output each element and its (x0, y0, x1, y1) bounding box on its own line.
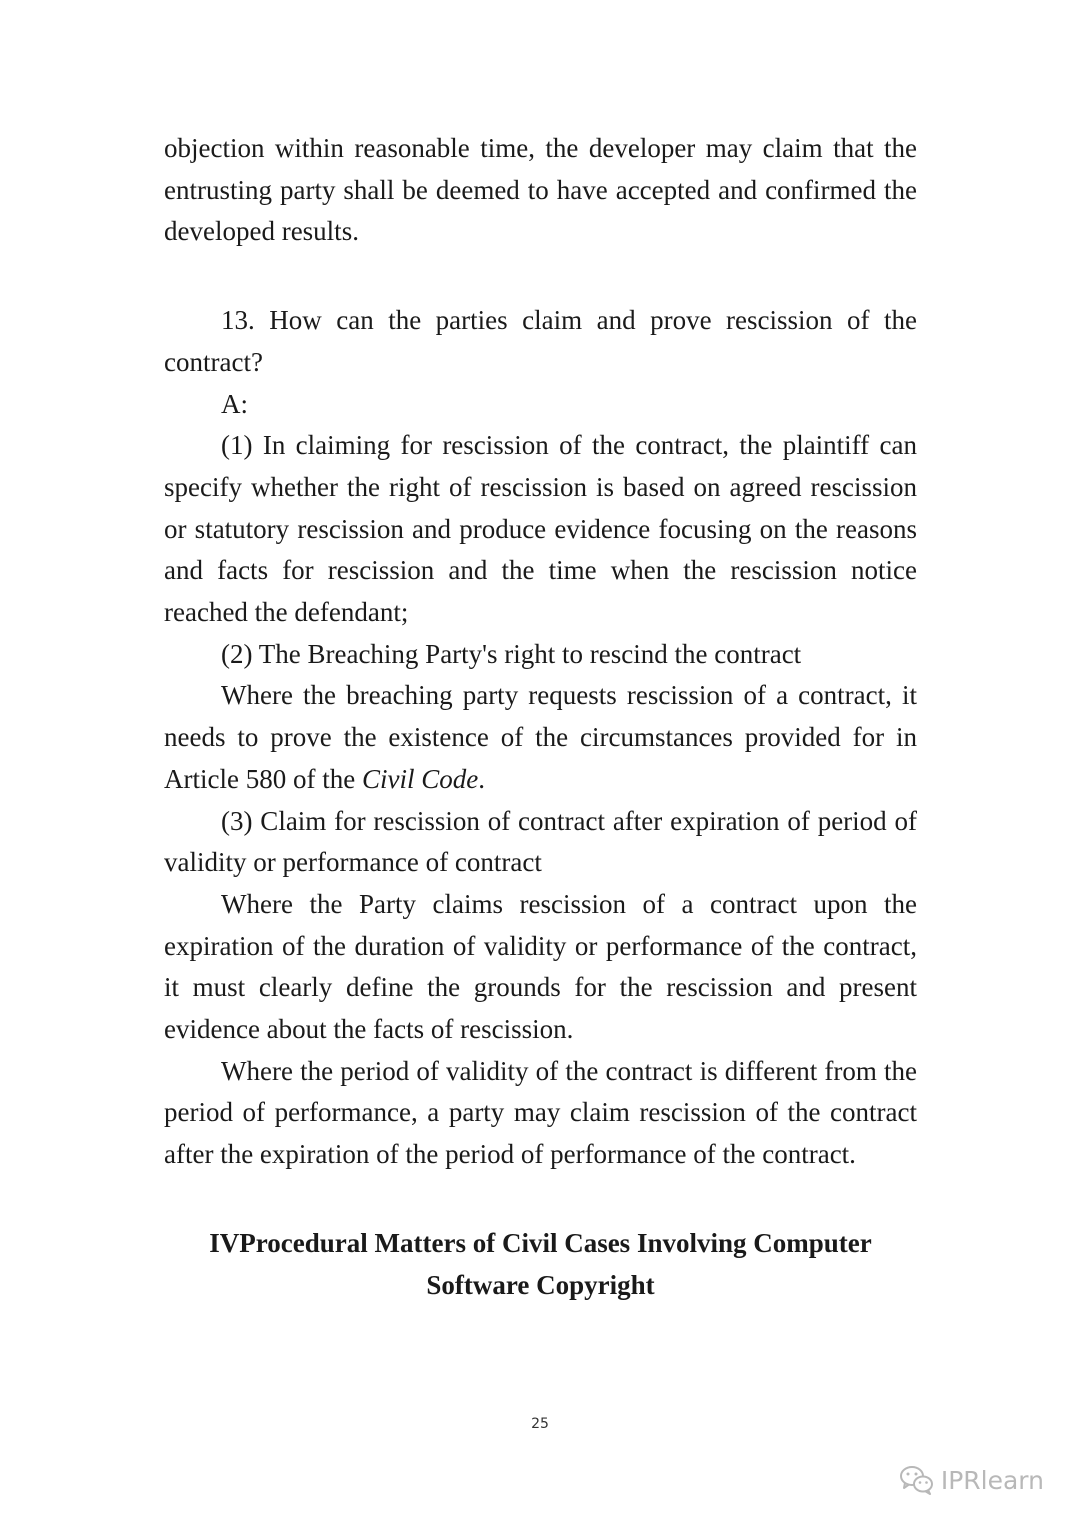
item-2-body (164, 675, 917, 800)
watermark (899, 1465, 1044, 1495)
continuation-paragraph: objection within reasonable time, the developer may claim that the entrusting party shall be deemed to have accepted and confirmed the developed results. (164, 133, 917, 247)
section-heading: IVProcedural Matters of Civil Cases Involving Computer Software Copyright (209, 1227, 872, 1300)
item-2-heading: (2) The Breaching Party's right to rescind the contract (221, 638, 802, 669)
question-paragraph: 13. How can the parties claim and prove rescission of the contract? (164, 305, 917, 377)
document-body (164, 128, 917, 1306)
item-3-heading: (3) Claim for rescission of contract after expiration of period of validity or performance of contract (164, 805, 917, 878)
watermark-text: IPRlearn (940, 1465, 1044, 1495)
answer-label: A: (221, 388, 248, 419)
item-3-body-1: Where the Party claims rescission of a contract upon the expiration of the duration of validity or performance of the contract, it must clearly define the grounds for the rescission and present evidence about the facts of rescission. (164, 888, 917, 1045)
item-1-paragraph: (1) In claiming for rescission of the contract, the plaintiff can specify whether the right of rescission is based on agreed rescission or statutory rescission and produce evidence focusing on the reasons and facts for rescission and the time when the rescission notice reached the defendant; (164, 430, 917, 628)
page-number: 25 (531, 1416, 549, 1432)
civil-code-title: Civil Code (361, 763, 479, 794)
wechat-icon (899, 1465, 935, 1495)
item-3-body-2: Where the period of validity of the contract is different from the period of performance, a party may claim rescission of the contract after the expiration of the period of performance of the contract. (164, 1055, 917, 1170)
item-2-body-end: . (478, 763, 485, 794)
item-2-body-text: Where the breaching party requests rescission of a contract, it needs to prove the existence of the circumstances provided for in Article 580 of the (164, 680, 917, 794)
